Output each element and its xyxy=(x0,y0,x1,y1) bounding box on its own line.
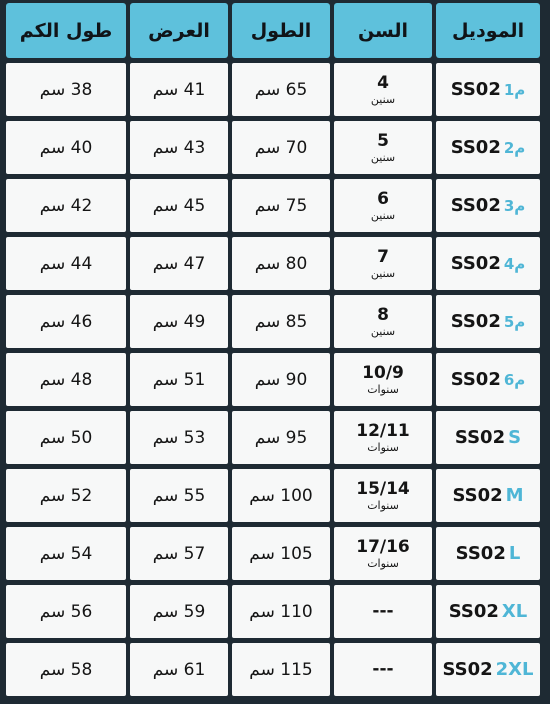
model-code: SS02 xyxy=(450,79,501,100)
width-cell: 53 سم xyxy=(130,411,228,464)
width-cell: 51 سم xyxy=(130,353,228,406)
age-unit: سنوات xyxy=(367,498,399,512)
age-unit: سنوات xyxy=(367,440,399,454)
sleeve-length-cell: 58 سم xyxy=(6,643,126,696)
model-size: 2XL xyxy=(495,659,534,680)
sleeve-length-cell: 46 سم xyxy=(6,295,126,348)
length-cell: 80 سم xyxy=(232,237,330,290)
width-cell: 49 سم xyxy=(130,295,228,348)
age-cell xyxy=(334,585,432,638)
sleeve-length-cell: 42 سم xyxy=(6,179,126,232)
width-cell: 43 سم xyxy=(130,121,228,174)
model-size: L xyxy=(508,543,521,564)
age-value: 12/11 xyxy=(356,420,410,441)
model-cell xyxy=(436,63,540,116)
length-cell: 110 سم xyxy=(232,585,330,638)
age-unit: سنين xyxy=(370,266,396,280)
length-cell: 95 سم xyxy=(232,411,330,464)
sleeve-length-cell: 52 سم xyxy=(6,469,126,522)
width-cell: 59 سم xyxy=(130,585,228,638)
length-cell: 70 سم xyxy=(232,121,330,174)
age-unit: سنين xyxy=(370,208,396,222)
model-code: SS02 xyxy=(450,137,501,158)
age-value: 17/16 xyxy=(356,536,410,557)
sleeve-length-cell: 54 سم xyxy=(6,527,126,580)
model-size: 2م xyxy=(503,138,526,157)
model-cell xyxy=(436,643,540,696)
age-value: --- xyxy=(372,601,394,621)
model-size: XL xyxy=(501,601,528,622)
width-cell: 57 سم xyxy=(130,527,228,580)
model-code: SS02 xyxy=(450,253,501,274)
length-cell: 100 سم xyxy=(232,469,330,522)
header-width: العرض xyxy=(130,3,228,58)
age-value: 5 xyxy=(377,130,389,151)
age-value: 4 xyxy=(377,72,389,93)
age-value: 7 xyxy=(377,246,389,267)
sleeve-length-cell: 48 سم xyxy=(6,353,126,406)
model-size: 5م xyxy=(503,312,526,331)
age-cell xyxy=(334,643,432,696)
age-value: 10/9 xyxy=(362,362,404,383)
sleeve-length-cell: 50 سم xyxy=(6,411,126,464)
age-unit: سنين xyxy=(370,92,396,106)
sleeve-length-cell: 44 سم xyxy=(6,237,126,290)
age-cell xyxy=(334,179,432,232)
age-cell xyxy=(334,353,432,406)
age-cell xyxy=(334,237,432,290)
model-code: SS02 xyxy=(450,311,501,332)
age-cell xyxy=(334,411,432,464)
length-cell: 85 سم xyxy=(232,295,330,348)
sleeve-length-cell: 56 سم xyxy=(6,585,126,638)
header-sleeve: طول الكم xyxy=(6,3,126,58)
age-unit: سنين xyxy=(370,324,396,338)
model-size: M xyxy=(505,485,524,506)
sleeve-length-cell: 40 سم xyxy=(6,121,126,174)
length-cell: 105 سم xyxy=(232,527,330,580)
model-cell xyxy=(436,179,540,232)
age-cell xyxy=(334,469,432,522)
model-size: S xyxy=(508,427,522,448)
age-cell xyxy=(334,527,432,580)
header-model: الموديل xyxy=(436,3,540,58)
header-length: الطول xyxy=(232,3,330,58)
model-cell xyxy=(436,585,540,638)
model-size: 6م xyxy=(503,370,526,389)
model-code: SS02 xyxy=(455,543,506,564)
width-cell: 61 سم xyxy=(130,643,228,696)
model-cell xyxy=(436,121,540,174)
age-unit: سنوات xyxy=(367,382,399,396)
model-size: 4م xyxy=(503,254,526,273)
length-cell: 115 سم xyxy=(232,643,330,696)
age-value: 8 xyxy=(377,304,389,325)
age-value: 6 xyxy=(377,188,389,209)
age-cell xyxy=(334,121,432,174)
model-cell xyxy=(436,527,540,580)
model-code: SS02 xyxy=(450,369,501,390)
age-cell xyxy=(334,295,432,348)
length-cell: 90 سم xyxy=(232,353,330,406)
model-size: 1م xyxy=(503,80,526,99)
age-value: 15/14 xyxy=(356,478,410,499)
age-value: --- xyxy=(372,659,394,679)
model-cell xyxy=(436,411,540,464)
model-size: 3م xyxy=(503,196,526,215)
model-cell xyxy=(436,353,540,406)
width-cell: 55 سم xyxy=(130,469,228,522)
header-age: السن xyxy=(334,3,432,58)
sleeve-length-cell: 38 سم xyxy=(6,63,126,116)
age-unit: سنوات xyxy=(367,556,399,570)
width-cell: 47 سم xyxy=(130,237,228,290)
length-cell: 75 سم xyxy=(232,179,330,232)
model-code: SS02 xyxy=(452,485,503,506)
model-code: SS02 xyxy=(454,427,506,448)
age-cell xyxy=(334,63,432,116)
model-cell xyxy=(436,469,540,522)
age-unit: سنين xyxy=(370,150,396,164)
width-cell: 41 سم xyxy=(130,63,228,116)
model-code: SS02 xyxy=(442,659,493,680)
length-cell: 65 سم xyxy=(232,63,330,116)
width-cell: 45 سم xyxy=(130,179,228,232)
model-cell xyxy=(436,237,540,290)
model-code: SS02 xyxy=(450,195,501,216)
model-code: SS02 xyxy=(448,601,499,622)
model-cell xyxy=(436,295,540,348)
